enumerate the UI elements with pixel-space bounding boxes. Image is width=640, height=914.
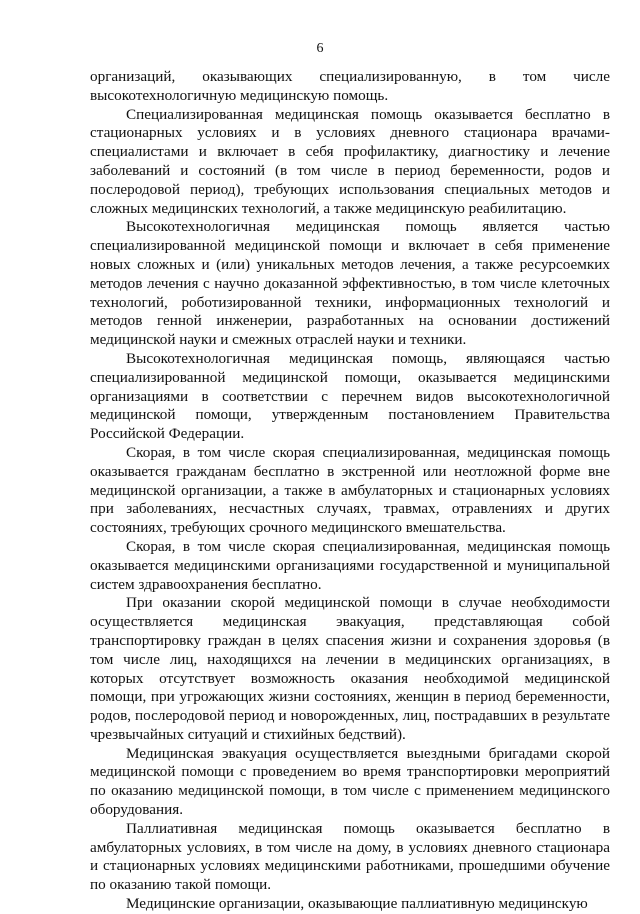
paragraph-continuation: организаций, оказывающих специализированную, в том числе высокотехнологичную медицинскую помощь. [90,68,610,104]
paragraph-high-tech-provision: Высокотехнологичная медицинская помощь, являющаяся частью специализированной медицинской помощи, оказывается медицинскими организациями в соответствии с перечнем видов высокотехнологичной медицинской помощи, утвержденным постановлением Правительства Российской Федерации. [90,349,610,443]
paragraph-medical-evacuation: При оказании скорой медицинской помощи в случае необходимости осуществляется медицинская эвакуация, представляющая собой транспортировку граждан в целях спасения жизни и сохранения здоровья (в том числе лиц, находящихся на лечении в медицинских организациях, в которых отсутствует возможность оказания необходимой медицинской помощи, при угрожающих жизни состояниях, женщин в период беременности, родов, послеродовой период и новорожденных, лиц, пострадавших в результате чрезвычайных ситуаций и стихийных бедствий). [90,594,610,743]
paragraph-emergency-care: Скорая, в том числе скорая специализированная, медицинская помощь оказывается гражданам бесплатно в экстренной или неотложной форме вне медицинской организации, а также в амбулаторных и стационарных условиях при заболеваниях, несчастных случаях, травмах, отравлениях и других состояниях, требующих срочного медицинского вмешательства. [90,443,610,537]
paragraph-evacuation-teams: Медицинская эвакуация осуществляется выездными бригадами скорой медицинской помощи с проведением во время транспортировки мероприятий по оказанию медицинской помощи, в том числе с применением медицинского оборудования. [90,744,610,819]
page-number: 6 [316,41,324,56]
paragraph-emergency-free: Скорая, в том числе скорая специализированная, медицинская помощь оказывается медицинскими организациями государственной и муниципальной систем здравоохранения бесплатно. [90,537,610,593]
paragraph-high-tech-care: Высокотехнологичная медицинская помощь является частью специализированной медицинской помощи и включает в себя применение новых сложных и (или) уникальных методов лечения, а также ресурсоемких методов лечения с научно доказанной эффективностью, в том числе клеточных технологий, роботизированной техники, информационных технологий и методов генной инженерии, разработанных на основании достижений медицинской науки и смежных отраслей науки и техники. [90,218,610,349]
paragraph-palliative-care: Паллиативная медицинская помощь оказывается бесплатно в амбулаторных условиях, в том числе на дому, в условиях дневного стационара и стационарных условиях медицинскими работниками, прошедшими обучение по оказанию такой помощи. [90,819,610,894]
document-body [90,68,610,914]
paragraph-palliative-organizations: Медицинские организации, оказывающие паллиативную медицинскую [126,895,588,913]
paragraph-specialized-care: Специализированная медицинская помощь оказывается бесплатно в стационарных условиях и в условиях дневного стационара врачами-специалистами и включает в себя профилактику, диагностику и лечение заболеваний и состояний (в том числе в период беременности, родов и послеродовой период), требующих использования специальных методов и сложных медицинских технологий, а также медицинскую реабилитацию. [90,105,610,217]
